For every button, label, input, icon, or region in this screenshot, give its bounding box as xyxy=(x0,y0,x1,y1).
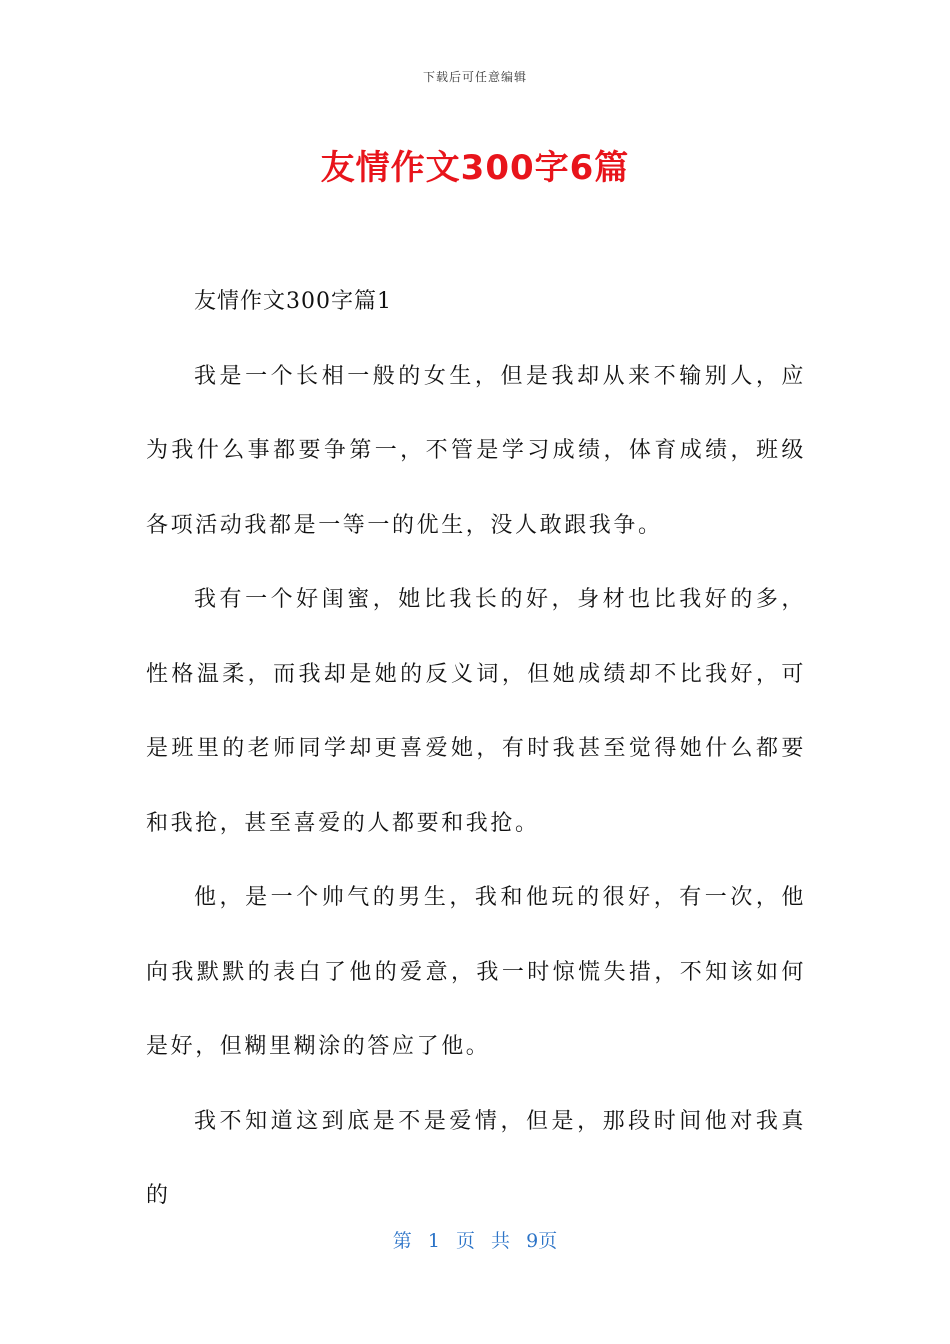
document-title: 友情作文300字6篇 xyxy=(320,148,630,188)
paragraph-3: 他，是一个帅气的男生，我和他玩的很好，有一次，他向我默默的表白了他的爱意，我一时惊慌失措，不知该如何是好，但糊里糊涂的答应了他。 xyxy=(146,885,806,1059)
footer-label-total: 共 xyxy=(491,1230,511,1252)
footer-label-page: 第 xyxy=(392,1230,412,1252)
page-footer xyxy=(0,1226,950,1253)
footer-current-page: 1 xyxy=(427,1230,440,1252)
paragraph-1: 我是一个长相一般的女生，但是我却从来不输别人，应为我什么事都要争第一，不管是学习成绩，体育成绩，班级各项活动我都是一等一的优生，没人敢跟我争。 xyxy=(146,363,806,538)
footer-total-pages: 9页 xyxy=(526,1230,558,1252)
paragraph-2: 我有一个好闺蜜，她比我长的好，身材也比我好的多，性格温柔，而我却是她的反义词，但她成绩却不比我好，可是班里的老师同学却更喜爱她，有时我甚至觉得她什么都要和我抢，甚至喜爱的人都要和我抢。 xyxy=(146,587,806,836)
footer-label-of: 页 xyxy=(455,1230,475,1252)
paragraph-4: 我不知道这到底是不是爱情，但是，那段时间他对我真的 xyxy=(146,1108,806,1208)
section-heading: 友情作文300字篇1 xyxy=(194,289,392,314)
header-note: 下载后可任意编辑 xyxy=(422,70,527,84)
document-body xyxy=(146,265,806,1234)
